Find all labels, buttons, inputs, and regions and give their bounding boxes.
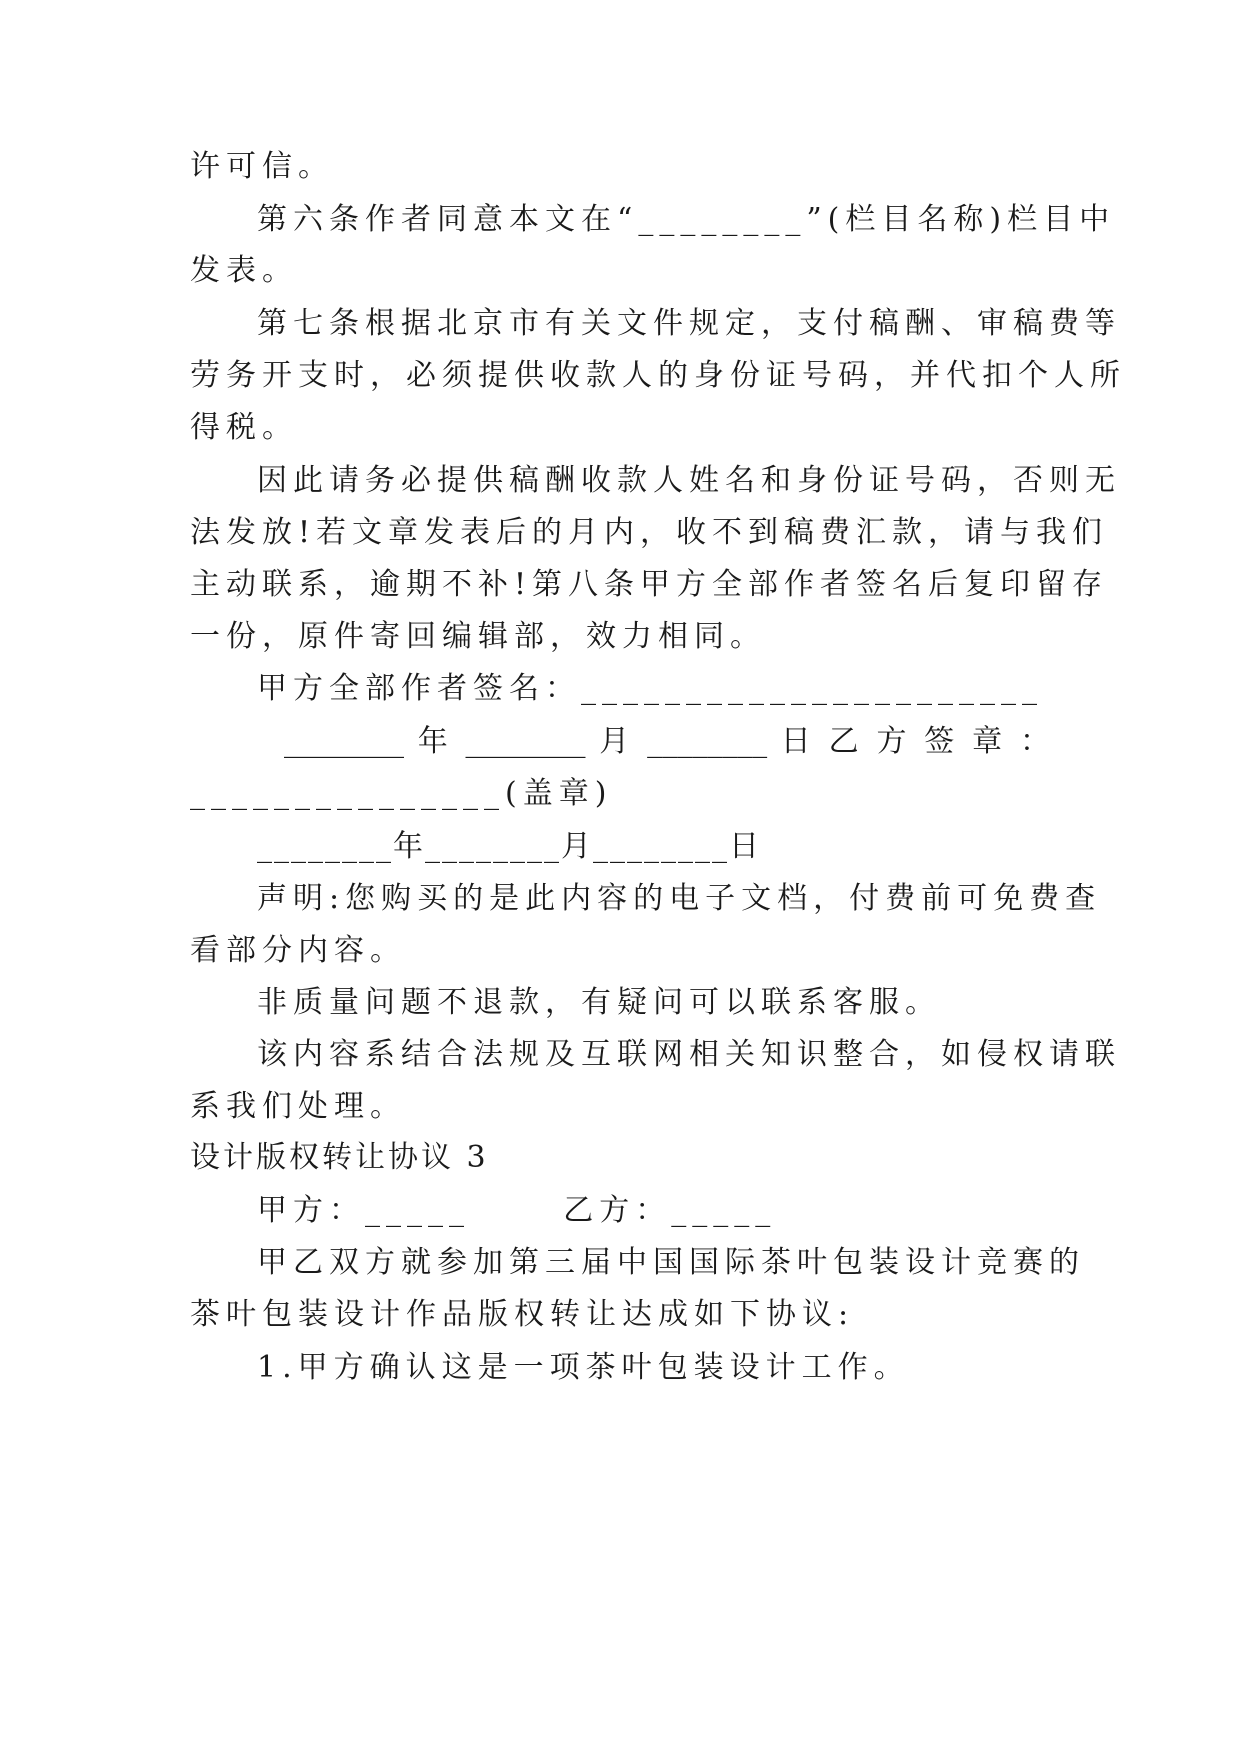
seal-line: _______________(盖章) — [190, 776, 613, 811]
text-line: 因此请务必提供稿酬收款人姓名和身份证号码，否则无 — [257, 463, 1121, 498]
text-line: 甲乙双方就参加第三届中国国际茶叶包装设计竞赛的 — [257, 1245, 1085, 1280]
statement-line: 声明:您购买的是此内容的电子文档，付费前可免费查 — [257, 881, 1102, 916]
text-line: 一份，原件寄回编辑部，效力相同。 — [190, 619, 766, 654]
text-line: 茶叶包装设计作品版权转让达成如下协议: — [190, 1297, 855, 1332]
text-line: 得税。 — [190, 410, 298, 445]
text-line: 法发放!若文章发表后的月内，收不到稿费汇款，请与我们 — [190, 515, 1109, 550]
text-line: 1.甲方确认这是一项茶叶包装设计工作。 — [257, 1350, 910, 1385]
text-line: 系我们处理。 — [190, 1089, 406, 1124]
text-line: 主动联系，逾期不补!第八条甲方全部作者签名后复印留存 — [190, 567, 1109, 602]
parties-line: 甲方：_____ 乙方：_____ — [257, 1193, 777, 1228]
clause-6-line: 第六条作者同意本文在“________”(栏目名称)栏目中 — [257, 202, 1116, 237]
text-line: 非质量问题不退款，有疑问可以联系客服。 — [257, 985, 941, 1020]
clause-7-line: 第七条根据北京市有关文件规定，支付稿酬、审稿费等 — [257, 306, 1121, 341]
text-line: 许可信。 — [190, 149, 334, 184]
text-line: 看部分内容。 — [190, 933, 406, 968]
text-line: 劳务开支时，必须提供收款人的身份证号码，并代扣个人所 — [190, 358, 1126, 393]
date-line: ________年________月________日 — [257, 829, 761, 864]
date-party-b-seal-line: ________ 年 ________ 月 ________ 日 乙 方 签 章 ： — [284, 724, 1050, 759]
section-heading: 设计版权转让协议 3 — [190, 1140, 489, 1175]
text-line: 该内容系结合法规及互联网相关知识整合，如侵权请联 — [257, 1037, 1121, 1072]
party-a-signature-line: 甲方全部作者签名：______________________ — [257, 671, 1043, 706]
text-line: 发表。 — [190, 253, 298, 288]
